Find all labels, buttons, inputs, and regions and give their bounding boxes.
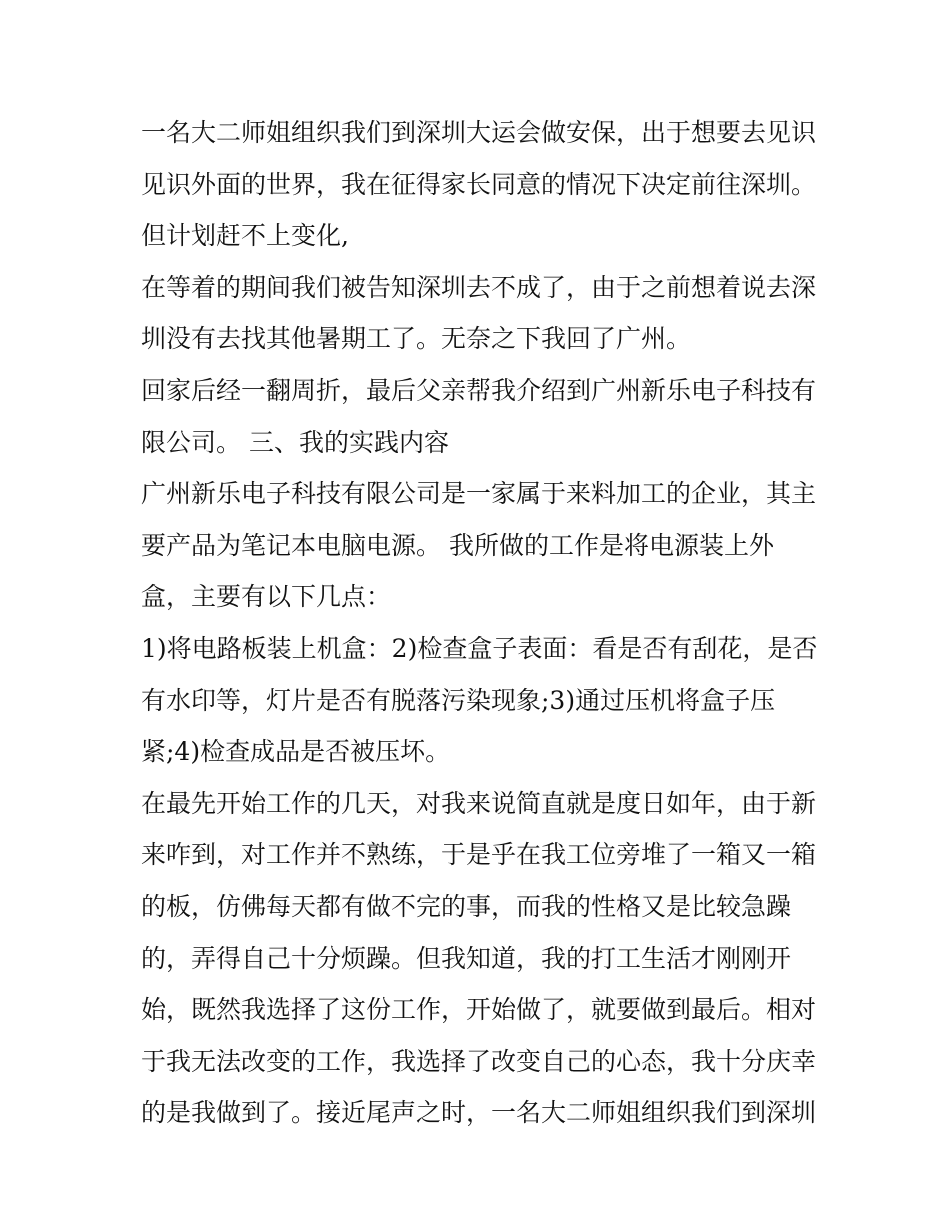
text-line: 广州新乐电子科技有限公司是一家属于来料加工的企业，其主 xyxy=(141,479,817,509)
text-line: 的，弄得自己十分烦躁。但我知道，我的打工生活才刚刚开 xyxy=(141,943,792,973)
text-line: 但计划赶不上变化, xyxy=(141,221,349,251)
body-text xyxy=(141,107,821,1139)
text-line: 限公司。 三、我的实践内容 xyxy=(141,427,449,457)
text-line: 在等着的期间我们被告知深圳去不成了，由于之前想着说去深 xyxy=(141,272,817,302)
text-line: 在最先开始工作的几天，对我来说简直就是度日如年，由于新 xyxy=(141,788,817,818)
text-line: 来咋到，对工作并不熟练，于是乎在我工位旁堆了一箱又一箱 xyxy=(141,840,817,870)
text-line: 回家后经一翻周折，最后父亲帮我介绍到广州新乐电子科技有 xyxy=(141,375,817,405)
text-line: 1)将电路板装上机盒：2)检查盒子表面：看是否有刮花，是否 xyxy=(141,633,818,663)
text-line: 始，既然我选择了这份工作，开始做了，就要做到最后。相对 xyxy=(141,995,817,1025)
text-line: 于我无法改变的工作，我选择了改变自己的心态，我十分庆幸 xyxy=(141,1046,817,1076)
text-line: 要产品为笔记本电脑电源。 我所做的工作是将电源装上外 xyxy=(141,530,774,560)
text-line: 圳没有去找其他暑期工了。无奈之下我回了广州。 xyxy=(141,324,692,354)
text-line: 的是我做到了。接近尾声之时，一名大二师姐组织我们到深圳 xyxy=(141,1098,817,1128)
text-line: 紧;4)检查成品是否被压坏。 xyxy=(141,737,451,767)
text-line: 盒，主要有以下几点： xyxy=(141,582,392,612)
text-line: 见识外面的世界，我在征得家长同意的情况下决定前往深圳。 xyxy=(141,169,817,199)
text-line: 的板，仿佛每天都有做不完的事，而我的性格又是比较急躁 xyxy=(141,891,792,921)
text-line: 一名大二师姐组织我们到深圳大运会做安保，出于想要去见识 xyxy=(141,118,817,147)
text-line: 有水印等，灯片是否有脱落污染现象;3)通过压机将盒子压 xyxy=(141,685,776,715)
